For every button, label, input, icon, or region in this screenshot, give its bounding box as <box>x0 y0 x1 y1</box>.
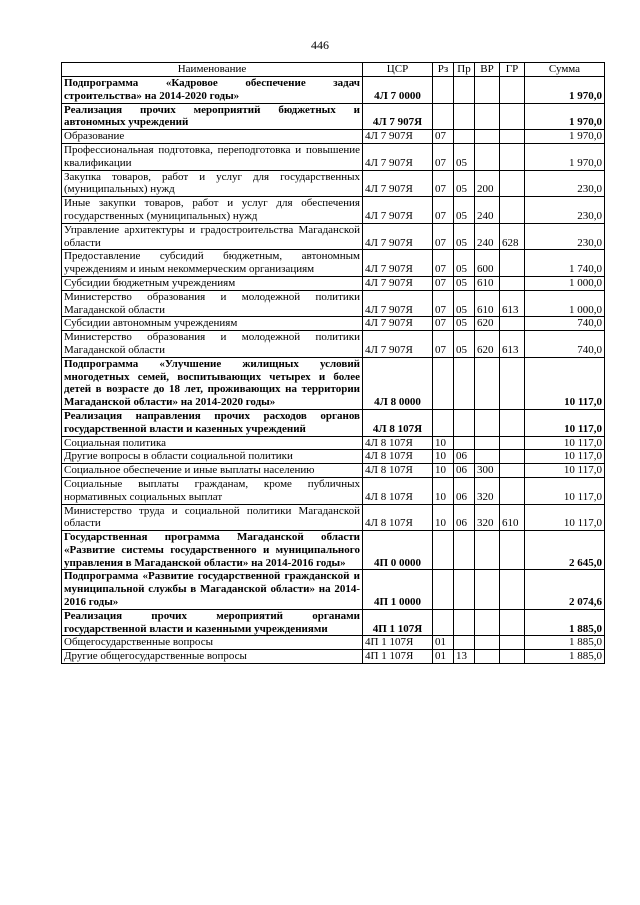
cell-name: Образование <box>62 130 363 144</box>
cell-csr: 4П 1 0000 <box>363 570 433 609</box>
cell-sum: 1 970,0 <box>525 103 605 130</box>
cell-csr: 4Л 8 0000 <box>363 357 433 409</box>
table-row <box>62 609 605 636</box>
cell-sum: 1 885,0 <box>525 636 605 650</box>
table-row <box>62 317 605 331</box>
cell-vr: 610 <box>475 290 500 317</box>
cell-gr <box>500 317 525 331</box>
header-gr: ГР <box>500 63 525 77</box>
cell-pr: 05 <box>454 317 475 331</box>
cell-gr <box>500 636 525 650</box>
cell-gr <box>500 477 525 504</box>
cell-rz: 07 <box>433 317 454 331</box>
cell-pr <box>454 609 475 636</box>
cell-csr: 4Л 7 907Я <box>363 331 433 358</box>
cell-gr <box>500 464 525 478</box>
budget-table <box>61 62 605 664</box>
header-sum: Сумма <box>525 63 605 77</box>
cell-csr: 4Л 7 907Я <box>363 130 433 144</box>
cell-rz: 01 <box>433 636 454 650</box>
cell-name: Предоставление субсидий бюджетным, автономным учреждениям и иным некоммерческим организациям <box>62 250 363 277</box>
cell-rz: 10 <box>433 504 454 531</box>
cell-sum: 10 117,0 <box>525 357 605 409</box>
cell-name: Профессиональная подготовка, переподготовка и повышение квалификации <box>62 143 363 170</box>
cell-rz: 07 <box>433 143 454 170</box>
cell-name: Подпрограмма «Улучшение жилищных условий многодетных семей, воспитывающих четырех и более детей в возрасте до 18 лет, проживающих на территории Магаданской области» на 2014-2020 годы» <box>62 357 363 409</box>
cell-name: Социальные выплаты гражданам, кроме публичных нормативных социальных выплат <box>62 477 363 504</box>
cell-vr <box>475 103 500 130</box>
cell-vr: 240 <box>475 223 500 250</box>
cell-pr <box>454 77 475 104</box>
cell-vr: 200 <box>475 170 500 197</box>
table-row <box>62 570 605 609</box>
cell-rz <box>433 570 454 609</box>
cell-vr: 600 <box>475 250 500 277</box>
cell-vr <box>475 143 500 170</box>
cell-rz <box>433 409 454 436</box>
table-row <box>62 531 605 570</box>
cell-sum: 230,0 <box>525 170 605 197</box>
cell-rz: 07 <box>433 290 454 317</box>
cell-pr <box>454 409 475 436</box>
cell-gr <box>500 450 525 464</box>
cell-csr: 4Л 7 907Я <box>363 317 433 331</box>
cell-rz: 10 <box>433 464 454 478</box>
cell-rz: 10 <box>433 450 454 464</box>
cell-gr: 610 <box>500 504 525 531</box>
cell-gr <box>500 570 525 609</box>
cell-name: Субсидии автономным учреждениям <box>62 317 363 331</box>
table-row <box>62 477 605 504</box>
cell-csr: 4Л 7 907Я <box>363 290 433 317</box>
cell-csr: 4П 1 107Я <box>363 636 433 650</box>
table-row <box>62 636 605 650</box>
cell-csr: 4Л 7 907Я <box>363 197 433 224</box>
table-row <box>62 143 605 170</box>
cell-rz: 07 <box>433 197 454 224</box>
cell-gr <box>500 77 525 104</box>
cell-name: Другие вопросы в области социальной политики <box>62 450 363 464</box>
cell-csr: 4П 0 0000 <box>363 531 433 570</box>
cell-sum: 230,0 <box>525 197 605 224</box>
cell-pr: 13 <box>454 650 475 664</box>
cell-vr: 240 <box>475 197 500 224</box>
cell-gr <box>500 143 525 170</box>
header-csr: ЦСР <box>363 63 433 77</box>
cell-pr: 05 <box>454 170 475 197</box>
cell-vr: 320 <box>475 504 500 531</box>
cell-csr: 4Л 8 107Я <box>363 464 433 478</box>
header-rz: Рз <box>433 63 454 77</box>
cell-vr: 620 <box>475 317 500 331</box>
cell-csr: 4Л 8 107Я <box>363 409 433 436</box>
table-row <box>62 130 605 144</box>
cell-vr <box>475 130 500 144</box>
cell-csr: 4Л 7 907Я <box>363 170 433 197</box>
cell-name: Закупка товаров, работ и услуг для государственных (муниципальных) нужд <box>62 170 363 197</box>
cell-sum: 1 885,0 <box>525 650 605 664</box>
cell-gr: 613 <box>500 331 525 358</box>
cell-name: Реализация направления прочих расходов органов государственной власти и казенных учреждений <box>62 409 363 436</box>
cell-pr <box>454 436 475 450</box>
cell-rz <box>433 103 454 130</box>
cell-gr <box>500 650 525 664</box>
cell-pr: 06 <box>454 450 475 464</box>
cell-rz: 07 <box>433 223 454 250</box>
table-row <box>62 103 605 130</box>
cell-gr <box>500 170 525 197</box>
cell-pr: 06 <box>454 504 475 531</box>
cell-vr <box>475 77 500 104</box>
cell-rz <box>433 609 454 636</box>
cell-sum: 10 117,0 <box>525 504 605 531</box>
cell-vr <box>475 531 500 570</box>
cell-name: Социальное обеспечение и иные выплаты населению <box>62 464 363 478</box>
cell-pr <box>454 531 475 570</box>
cell-csr: 4П 1 107Я <box>363 650 433 664</box>
cell-pr: 05 <box>454 143 475 170</box>
cell-vr: 320 <box>475 477 500 504</box>
table-row <box>62 650 605 664</box>
cell-vr: 610 <box>475 276 500 290</box>
cell-vr <box>475 450 500 464</box>
header-name: Наименование <box>62 63 363 77</box>
cell-vr <box>475 357 500 409</box>
cell-pr: 05 <box>454 250 475 277</box>
cell-gr <box>500 197 525 224</box>
cell-vr: 620 <box>475 331 500 358</box>
cell-csr: 4Л 8 107Я <box>363 450 433 464</box>
cell-sum: 1 970,0 <box>525 130 605 144</box>
cell-csr: 4Л 7 907Я <box>363 103 433 130</box>
cell-name: Подпрограмма «Развитие государственной гражданской и муниципальной службы в Магаданской области» на 2014-2016 годы» <box>62 570 363 609</box>
table-row <box>62 170 605 197</box>
cell-sum: 1 740,0 <box>525 250 605 277</box>
table-row <box>62 436 605 450</box>
cell-rz: 10 <box>433 477 454 504</box>
cell-vr <box>475 609 500 636</box>
cell-gr <box>500 276 525 290</box>
cell-gr <box>500 531 525 570</box>
cell-sum: 1 000,0 <box>525 276 605 290</box>
cell-name: Управление архитектуры и градостроительства Магаданской области <box>62 223 363 250</box>
cell-sum: 10 117,0 <box>525 436 605 450</box>
cell-gr <box>500 130 525 144</box>
cell-vr <box>475 636 500 650</box>
cell-pr: 05 <box>454 331 475 358</box>
table-row <box>62 464 605 478</box>
cell-vr <box>475 650 500 664</box>
cell-pr <box>454 357 475 409</box>
cell-sum: 10 117,0 <box>525 477 605 504</box>
cell-rz <box>433 531 454 570</box>
cell-pr: 05 <box>454 223 475 250</box>
cell-pr <box>454 103 475 130</box>
cell-rz: 07 <box>433 276 454 290</box>
cell-rz: 07 <box>433 130 454 144</box>
cell-gr <box>500 436 525 450</box>
table-row <box>62 290 605 317</box>
cell-name: Министерство образования и молодежной политики Магаданской области <box>62 331 363 358</box>
cell-rz <box>433 77 454 104</box>
cell-sum: 740,0 <box>525 331 605 358</box>
table-row <box>62 357 605 409</box>
cell-name: Министерство образования и молодежной политики Магаданской области <box>62 290 363 317</box>
table-row <box>62 223 605 250</box>
cell-rz: 07 <box>433 170 454 197</box>
cell-pr <box>454 130 475 144</box>
cell-rz: 07 <box>433 331 454 358</box>
cell-name: Субсидии бюджетным учреждениям <box>62 276 363 290</box>
cell-csr: 4Л 8 107Я <box>363 504 433 531</box>
table-row <box>62 450 605 464</box>
cell-sum: 10 117,0 <box>525 450 605 464</box>
cell-name: Иные закупки товаров, работ и услуг для обеспечения государственных (муниципальных) нужд <box>62 197 363 224</box>
cell-rz: 07 <box>433 250 454 277</box>
cell-gr: 628 <box>500 223 525 250</box>
cell-csr: 4Л 7 0000 <box>363 77 433 104</box>
cell-gr <box>500 250 525 277</box>
cell-gr <box>500 103 525 130</box>
table-row <box>62 276 605 290</box>
cell-name: Общегосударственные вопросы <box>62 636 363 650</box>
cell-vr: 300 <box>475 464 500 478</box>
cell-pr: 05 <box>454 276 475 290</box>
cell-vr <box>475 436 500 450</box>
cell-pr <box>454 636 475 650</box>
cell-pr <box>454 570 475 609</box>
cell-sum: 740,0 <box>525 317 605 331</box>
cell-gr: 613 <box>500 290 525 317</box>
table-row <box>62 331 605 358</box>
cell-sum: 10 117,0 <box>525 409 605 436</box>
cell-csr: 4Л 7 907Я <box>363 143 433 170</box>
cell-name: Государственная программа Магаданской области «Развитие системы государственного и муниципального управления в Магаданской области» на 2014-2016 годы» <box>62 531 363 570</box>
table-body <box>62 77 605 664</box>
table-row <box>62 250 605 277</box>
cell-sum: 2 074,6 <box>525 570 605 609</box>
table-row <box>62 197 605 224</box>
cell-sum: 1 000,0 <box>525 290 605 317</box>
cell-gr <box>500 357 525 409</box>
cell-name: Подпрограмма «Кадровое обеспечение задач строительства» на 2014-2020 годы» <box>62 77 363 104</box>
table-row <box>62 409 605 436</box>
cell-rz: 01 <box>433 650 454 664</box>
cell-sum: 230,0 <box>525 223 605 250</box>
cell-pr: 06 <box>454 477 475 504</box>
cell-csr: 4Л 7 907Я <box>363 223 433 250</box>
cell-pr: 05 <box>454 197 475 224</box>
cell-vr <box>475 570 500 609</box>
cell-csr: 4Л 8 107Я <box>363 477 433 504</box>
cell-name: Социальная политика <box>62 436 363 450</box>
page-number: 446 <box>311 38 329 52</box>
cell-sum: 1 970,0 <box>525 77 605 104</box>
cell-sum: 1 970,0 <box>525 143 605 170</box>
cell-vr <box>475 409 500 436</box>
cell-csr: 4Л 7 907Я <box>363 276 433 290</box>
cell-csr: 4Л 7 907Я <box>363 250 433 277</box>
table-header-row <box>62 63 605 77</box>
header-vr: ВР <box>475 63 500 77</box>
cell-rz: 10 <box>433 436 454 450</box>
cell-gr <box>500 409 525 436</box>
cell-name: Реализация прочих мероприятий бюджетных и автономных учреждений <box>62 103 363 130</box>
cell-pr: 06 <box>454 464 475 478</box>
cell-sum: 10 117,0 <box>525 464 605 478</box>
cell-csr: 4П 1 107Я <box>363 609 433 636</box>
cell-name: Другие общегосударственные вопросы <box>62 650 363 664</box>
cell-sum: 2 645,0 <box>525 531 605 570</box>
cell-name: Министерство труда и социальной политики Магаданской области <box>62 504 363 531</box>
cell-csr: 4Л 8 107Я <box>363 436 433 450</box>
cell-name: Реализация прочих мероприятий органами государственной власти и казенными учреждениями <box>62 609 363 636</box>
table-row <box>62 77 605 104</box>
cell-rz <box>433 357 454 409</box>
cell-pr: 05 <box>454 290 475 317</box>
cell-gr <box>500 609 525 636</box>
cell-sum: 1 885,0 <box>525 609 605 636</box>
table-row <box>62 504 605 531</box>
header-pr: Пр <box>454 63 475 77</box>
